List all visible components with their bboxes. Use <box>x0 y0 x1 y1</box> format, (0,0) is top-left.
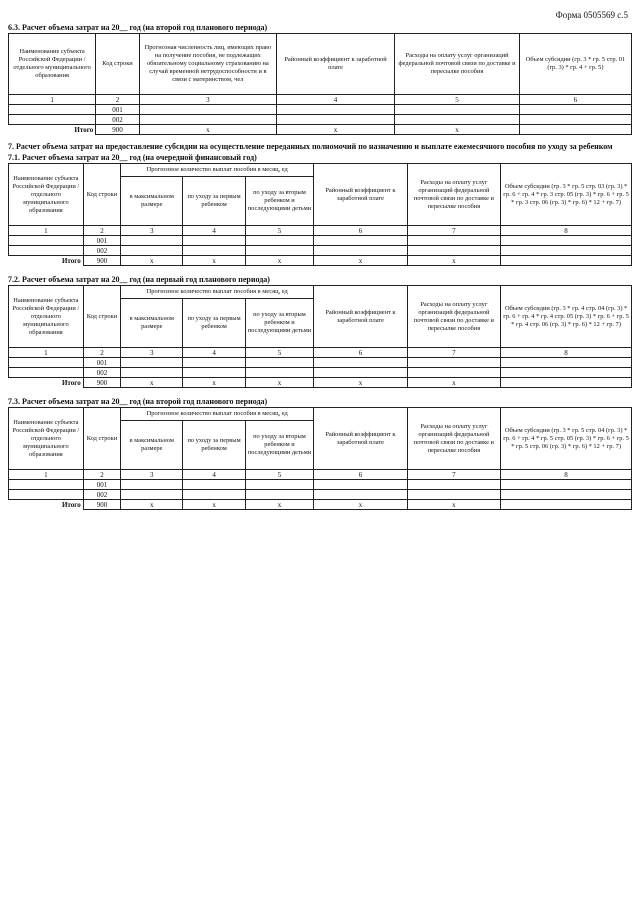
header-postal: Расходы на оплату услуг организаций федеральной почтовой связи по доставке и пересылке пособия <box>407 408 500 470</box>
header-postal: Расходы на оплату услуг организаций федеральной почтовой связи по доставке и пересылке пособия <box>395 34 520 95</box>
input-cell[interactable] <box>245 358 314 368</box>
table-7-3 <box>8 407 632 510</box>
input-cell[interactable] <box>501 500 632 510</box>
header-code: Код строки <box>83 408 120 470</box>
input-cell[interactable] <box>9 368 84 378</box>
input-cell[interactable] <box>183 480 245 490</box>
input-cell[interactable] <box>9 358 84 368</box>
input-cell[interactable] <box>407 480 500 490</box>
header-postal: Расходы на оплату услуг организаций федеральной почтовой связи по доставке и пересылке пособия <box>407 164 500 226</box>
cross-mark: x <box>314 500 407 510</box>
input-cell[interactable] <box>519 125 631 135</box>
input-cell[interactable] <box>501 246 632 256</box>
input-cell[interactable] <box>519 115 631 125</box>
table-row <box>9 490 632 500</box>
header-volume: Объем субсидии (гр. 3 * гр. 4 стр. 04 (гр. 3) * гр. 6 + гр. 4 * гр. 4 стр. 05 (гр. 3) * гр. 6 + гр. 5 * гр. 4 стр. 06 (гр. 3) * гр. 6) * 12 + гр. 7) <box>501 286 632 348</box>
input-cell[interactable] <box>501 480 632 490</box>
header-first-child: по уходу за первым ребенком <box>183 421 245 470</box>
header-code: Код строки <box>83 286 120 348</box>
col-number: 8 <box>501 348 632 358</box>
input-cell[interactable] <box>501 236 632 246</box>
input-cell[interactable] <box>314 236 407 246</box>
input-cell[interactable] <box>9 105 96 115</box>
input-cell[interactable] <box>276 115 394 125</box>
input-cell[interactable] <box>276 105 394 115</box>
input-cell[interactable] <box>245 246 314 256</box>
total-row <box>9 500 632 510</box>
row-code: 001 <box>83 480 120 490</box>
table-6-3 <box>8 33 632 135</box>
header-max-size: в максимальном размере <box>121 421 183 470</box>
table-row <box>9 480 632 490</box>
input-cell[interactable] <box>407 236 500 246</box>
input-cell[interactable] <box>395 115 520 125</box>
row-code: 002 <box>83 368 120 378</box>
total-row <box>9 256 632 266</box>
input-cell[interactable] <box>407 358 500 368</box>
input-cell[interactable] <box>121 480 183 490</box>
input-cell[interactable] <box>314 358 407 368</box>
cross-mark: x <box>314 378 407 388</box>
col-number: 1 <box>9 95 96 105</box>
section-6-3-title: 6.3. Расчет объема затрат на 20__ год (на второй год планового периода) <box>8 23 268 32</box>
header-first-child: по уходу за первым ребенком <box>183 299 245 348</box>
header-name: Наименование субъекта Российской Федерации / отдельного муниципального образования <box>9 34 96 95</box>
input-cell[interactable] <box>121 368 183 378</box>
col-number: 5 <box>245 470 314 480</box>
section-7-3 <box>8 396 632 510</box>
input-cell[interactable] <box>9 480 84 490</box>
col-number: 4 <box>183 348 245 358</box>
col-number: 1 <box>9 470 84 480</box>
cross-mark: x <box>395 125 520 135</box>
header-code: Код строки <box>83 164 120 226</box>
input-cell[interactable] <box>183 236 245 246</box>
col-number: 3 <box>139 95 276 105</box>
table-row <box>9 246 632 256</box>
input-cell[interactable] <box>245 480 314 490</box>
input-cell[interactable] <box>9 490 84 500</box>
row-code: 001 <box>83 358 120 368</box>
total-code: 900 <box>96 125 140 135</box>
header-code: Код строки <box>96 34 140 95</box>
section-6-3 <box>8 4 632 135</box>
input-cell[interactable] <box>9 236 84 246</box>
col-number: 6 <box>314 470 407 480</box>
col-number: 2 <box>83 470 120 480</box>
header-max-size: в максимальном размере <box>121 299 183 348</box>
input-cell[interactable] <box>121 490 183 500</box>
header-payment-count: Прогнозное количество выплат пособия в месяц, ед <box>121 164 314 177</box>
input-cell[interactable] <box>501 378 632 388</box>
total-code: 900 <box>83 500 120 510</box>
cross-mark: x <box>183 378 245 388</box>
cross-mark: x <box>314 256 407 266</box>
cross-mark: x <box>183 500 245 510</box>
header-coefficient: Районный коэффициент к заработной плате <box>314 164 407 226</box>
section-7-title: 7. Расчет объема затрат на предоставление субсидии на осуществление переданных полномочий по назначению и выплате ежемесячного пособия по уходу за ребенком <box>8 142 613 151</box>
cross-mark: x <box>245 378 314 388</box>
total-label: Итого <box>9 256 84 266</box>
header-max-size: в максимальном размере <box>121 177 183 226</box>
cross-mark: x <box>121 500 183 510</box>
cross-mark: x <box>245 500 314 510</box>
section-7-3-title: 7.3. Расчет объема затрат на 20__ год (на второй год планового периода) <box>8 397 268 406</box>
row-code: 002 <box>83 490 120 500</box>
input-cell[interactable] <box>121 246 183 256</box>
input-cell[interactable] <box>183 490 245 500</box>
input-cell[interactable] <box>314 246 407 256</box>
total-row <box>9 378 632 388</box>
input-cell[interactable] <box>183 368 245 378</box>
input-cell[interactable] <box>501 358 632 368</box>
header-coefficient: Районный коэффициент к заработной плате <box>314 286 407 348</box>
col-number: 6 <box>314 226 407 236</box>
total-code: 900 <box>83 378 120 388</box>
header-headcount: Прогнозная численность лиц, имеющих право на получение пособия, не подлежащих обязательному социальному страхованию на случай временной нетрудоспособности и в связи с материнством, чел <box>139 34 276 95</box>
col-number: 1 <box>9 348 84 358</box>
col-number: 4 <box>183 226 245 236</box>
header-volume: Объем субсидии (гр. 3 * гр. 5 стр. 01 (гр. 3) * гр. 4 + гр. 5) <box>519 34 631 95</box>
col-number: 2 <box>96 95 140 105</box>
input-cell[interactable] <box>121 358 183 368</box>
section-7-2-title: 7.2. Расчет объема затрат на 20__ год (на первый год планового периода) <box>8 275 270 284</box>
cross-mark: x <box>407 500 500 510</box>
col-number: 5 <box>395 95 520 105</box>
col-number: 6 <box>314 348 407 358</box>
col-number: 4 <box>183 470 245 480</box>
header-name: Наименование субъекта Российской Федерации / отдельного муниципального образования <box>9 408 84 470</box>
input-cell[interactable] <box>407 246 500 256</box>
row-code: 001 <box>96 105 140 115</box>
row-code: 001 <box>83 236 120 246</box>
total-label: Итого <box>9 378 84 388</box>
input-cell[interactable] <box>9 246 84 256</box>
input-cell[interactable] <box>501 368 632 378</box>
total-label: Итого <box>9 125 96 135</box>
header-second-child: по уходу за вторым ребенком и последующими детьми <box>245 421 314 470</box>
row-code: 002 <box>96 115 140 125</box>
header-coefficient: Районный коэффициент к заработной плате <box>276 34 394 95</box>
col-number: 3 <box>121 470 183 480</box>
input-cell[interactable] <box>121 236 183 246</box>
form-code: Форма 0505569 с.5 <box>555 10 628 20</box>
input-cell[interactable] <box>395 105 520 115</box>
cross-mark: x <box>407 256 500 266</box>
section-7-1-title: 7.1. Расчет объема затрат на 20__ год (на очередной финансовый год) <box>8 153 257 162</box>
input-cell[interactable] <box>139 105 276 115</box>
col-number: 8 <box>501 226 632 236</box>
section-7-2 <box>8 274 632 388</box>
section-7-1 <box>8 152 632 266</box>
header-payment-count: Прогнозное количество выплат пособия в месяц, ед <box>121 286 314 299</box>
col-number: 8 <box>501 470 632 480</box>
input-cell[interactable] <box>245 368 314 378</box>
table-row <box>9 358 632 368</box>
header-first-child: по уходу за первым ребенком <box>183 177 245 226</box>
col-number: 2 <box>83 226 120 236</box>
total-label: Итого <box>9 500 84 510</box>
input-cell[interactable] <box>407 490 500 500</box>
header-payment-count: Прогнозное количество выплат пособия в месяц, ед <box>121 408 314 421</box>
input-cell[interactable] <box>314 368 407 378</box>
header-postal: Расходы на оплату услуг организаций федеральной почтовой связи по доставке и пересылке пособия <box>407 286 500 348</box>
input-cell[interactable] <box>501 256 632 266</box>
col-number: 3 <box>121 226 183 236</box>
input-cell[interactable] <box>245 236 314 246</box>
cross-mark: x <box>121 378 183 388</box>
input-cell[interactable] <box>314 480 407 490</box>
table-row <box>9 105 632 115</box>
table-7-2 <box>8 285 632 388</box>
table-row <box>9 115 632 125</box>
col-number: 6 <box>519 95 631 105</box>
input-cell[interactable] <box>183 358 245 368</box>
cross-mark: x <box>183 256 245 266</box>
total-row <box>9 125 632 135</box>
table-row <box>9 368 632 378</box>
header-coefficient: Районный коэффициент к заработной плате <box>314 408 407 470</box>
input-cell[interactable] <box>501 490 632 500</box>
input-cell[interactable] <box>407 368 500 378</box>
input-cell[interactable] <box>245 490 314 500</box>
header-second-child: по уходу за вторым ребенком и последующими детьми <box>245 299 314 348</box>
col-number: 5 <box>245 226 314 236</box>
input-cell[interactable] <box>139 115 276 125</box>
col-number: 3 <box>121 348 183 358</box>
cross-mark: x <box>276 125 394 135</box>
col-number: 4 <box>276 95 394 105</box>
header-volume: Объем субсидии (гр. 3 * гр. 5 стр. 03 (гр. 3) * гр. 6 + гр. 4 * гр. 3 стр. 05 (гр. 3) * гр. 6 + гр. 5 * гр. 3 стр. 06 (гр. 3) * гр. 6) * 12 + гр. 7) <box>501 164 632 226</box>
col-number: 7 <box>407 348 500 358</box>
input-cell[interactable] <box>183 246 245 256</box>
col-number: 2 <box>83 348 120 358</box>
header-name: Наименование субъекта Российской Федерации / отдельного муниципального образования <box>9 286 84 348</box>
cross-mark: x <box>407 378 500 388</box>
row-code: 002 <box>83 246 120 256</box>
header-name: Наименование субъекта Российской Федерации / отдельного муниципального образования <box>9 164 84 226</box>
col-number: 5 <box>245 348 314 358</box>
cross-mark: x <box>121 256 183 266</box>
form-page <box>8 4 632 901</box>
header-second-child: по уходу за вторым ребенком и последующими детьми <box>245 177 314 226</box>
table-row <box>9 236 632 246</box>
input-cell[interactable] <box>314 490 407 500</box>
cross-mark: x <box>139 125 276 135</box>
input-cell[interactable] <box>519 105 631 115</box>
input-cell[interactable] <box>9 115 96 125</box>
table-7-1 <box>8 163 632 266</box>
cross-mark: x <box>245 256 314 266</box>
col-number: 7 <box>407 226 500 236</box>
header-volume: Объем субсидии (гр. 3 * гр. 5 стр. 04 (гр. 3) * гр. 6 + гр. 4 * гр. 5 стр. 05 (гр. 3) * гр. 6 + гр. 5 * гр. 5 стр. 06 (гр. 3) * гр. 6) * 12 + гр. 7) <box>501 408 632 470</box>
col-number: 7 <box>407 470 500 480</box>
total-code: 900 <box>83 256 120 266</box>
col-number: 1 <box>9 226 84 236</box>
